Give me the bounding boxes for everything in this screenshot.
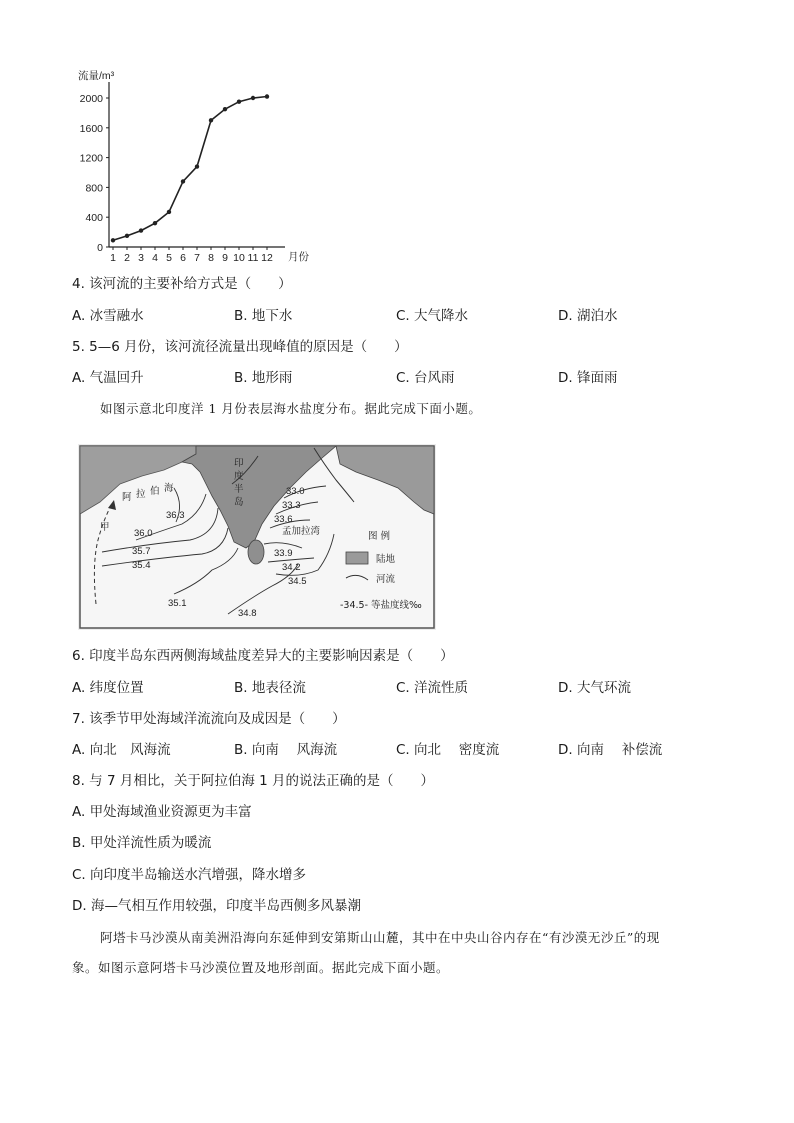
x-tick-label: 5 xyxy=(166,252,172,264)
x-tick-label: 6 xyxy=(180,252,186,264)
legend-land-swatch xyxy=(346,552,368,564)
legend-isohaline: -34.5- 等盐度线‰ xyxy=(340,600,422,611)
q8-option-b: B. 甲处洋流性质为暖流 xyxy=(72,835,212,851)
x-tick-label: 8 xyxy=(208,252,214,264)
data-point xyxy=(181,179,185,183)
intro-salinity: 如图示意北印度洋 1 月份表层海水盐度分布。据此完成下面小题。 xyxy=(100,401,482,416)
q4-option-b: B. 地下水 xyxy=(234,308,293,324)
x-tick-label: 3 xyxy=(138,252,144,264)
label-bay-of-bengal: 孟加拉湾 xyxy=(282,526,321,537)
isohaline-label: 33.3 xyxy=(282,500,301,511)
intro-atacama-line1: 阿塔卡马沙漠从南美洲沿海向东延伸到安第斯山山麓，其中在中央山谷内存在“有沙漠无沙丘”的现 xyxy=(100,930,660,945)
isohaline-label: 33.9 xyxy=(274,548,293,559)
x-tick-label: 1 xyxy=(110,252,116,264)
isohaline-label: 34.5 xyxy=(288,576,307,587)
label-india: 印度半岛 xyxy=(234,458,244,508)
isohaline-label: 33.0 xyxy=(286,486,305,497)
legend-land: 陆地 xyxy=(376,554,396,565)
data-point xyxy=(209,118,213,122)
salinity-map xyxy=(78,444,436,630)
chart-xlabel: 月份 xyxy=(288,251,309,263)
q5-option-b: B. 地形雨 xyxy=(234,370,293,386)
data-point xyxy=(125,234,129,238)
q4-option-d: D. 湖泊水 xyxy=(558,308,618,324)
data-point xyxy=(111,238,115,242)
q5-option-a: A. 气温回升 xyxy=(72,370,144,386)
data-point xyxy=(139,228,143,232)
q5-option-d: D. 锋面雨 xyxy=(558,370,618,386)
series-line xyxy=(113,97,267,241)
q6-option-a: A. 纬度位置 xyxy=(72,680,144,696)
x-tick-label: 11 xyxy=(247,252,259,264)
isohaline-label: 36.3 xyxy=(166,510,185,521)
q7-option-b: B. 向南 风海流 xyxy=(234,742,338,758)
legend-river: 河流 xyxy=(376,574,396,585)
question-8: 8. 与 7 月相比，关于阿拉伯海 1 月的说法正确的是（ ） xyxy=(72,773,435,789)
q5-option-c: C. 台风雨 xyxy=(396,370,455,386)
data-point xyxy=(195,164,199,168)
sri-lanka xyxy=(248,540,264,564)
q6-option-d: D. 大气环流 xyxy=(558,680,631,696)
chart-ylabel: 流量/m³ xyxy=(78,70,115,82)
q8-option-c: C. 向印度半岛输送水汽增强，降水增多 xyxy=(72,867,307,883)
x-tick-label: 9 xyxy=(222,252,228,264)
intro-atacama-line2: 象。如图示意阿塔卡马沙漠位置及地形剖面。据此完成下面小题。 xyxy=(72,960,450,975)
data-point xyxy=(167,210,171,214)
data-point xyxy=(251,96,255,100)
isohaline-label: 34.2 xyxy=(282,562,301,573)
isohaline-label: 35.4 xyxy=(132,560,151,571)
isohaline-label: 34.8 xyxy=(238,608,257,619)
y-tick-label: 2000 xyxy=(79,93,103,105)
question-7: 7. 该季节甲处海域洋流流向及成因是（ ） xyxy=(72,711,346,727)
isohaline-label: 36.0 xyxy=(134,528,153,539)
q8-option-d: D. 海—气相互作用较强，印度半岛西侧多风暴潮 xyxy=(72,898,361,914)
x-tick-label: 7 xyxy=(194,252,200,264)
label-arabian-sea: 阿 拉 伯 海 xyxy=(122,483,174,503)
question-6: 6. 印度半岛东西两侧海域盐度差异大的主要影响因素是（ ） xyxy=(72,648,454,664)
x-tick-label: 12 xyxy=(261,252,273,264)
data-point xyxy=(237,100,241,104)
q8-option-a: A. 甲处海域渔业资源更为丰富 xyxy=(72,804,252,820)
q7-option-a: A. 向北 风海流 xyxy=(72,742,171,758)
q7-option-c: C. 向北 密度流 xyxy=(396,742,500,758)
legend-title: 图 例 xyxy=(368,531,391,542)
y-tick-label: 1200 xyxy=(79,152,103,165)
isohaline-label: 33.6 xyxy=(274,514,293,525)
data-point xyxy=(153,221,157,225)
question-4: 4. 该河流的主要补给方式是（ ） xyxy=(72,276,292,292)
x-tick-label: 10 xyxy=(233,252,245,264)
data-point xyxy=(265,94,269,98)
y-tick-label: 0 xyxy=(97,242,103,254)
q4-option-a: A. 冰雪融水 xyxy=(72,308,144,324)
q6-option-b: B. 地表径流 xyxy=(234,680,306,696)
y-tick-label: 800 xyxy=(85,182,103,195)
discharge-chart xyxy=(70,62,330,268)
isohaline-label: 35.7 xyxy=(132,546,151,557)
label-jia: 甲 xyxy=(100,522,110,533)
x-tick-label: 4 xyxy=(152,252,158,264)
question-5: 5. 5—6 月份，该河流径流量出现峰值的原因是（ ） xyxy=(72,339,408,355)
q6-option-c: C. 洋流性质 xyxy=(396,680,469,696)
x-tick-label: 2 xyxy=(124,252,130,264)
q7-option-d: D. 向南 补偿流 xyxy=(558,742,663,758)
y-tick-label: 1600 xyxy=(79,122,103,135)
data-point xyxy=(223,107,227,111)
q4-option-c: C. 大气降水 xyxy=(396,308,469,324)
y-tick-label: 400 xyxy=(85,212,103,225)
isohaline-label: 35.1 xyxy=(168,598,187,609)
